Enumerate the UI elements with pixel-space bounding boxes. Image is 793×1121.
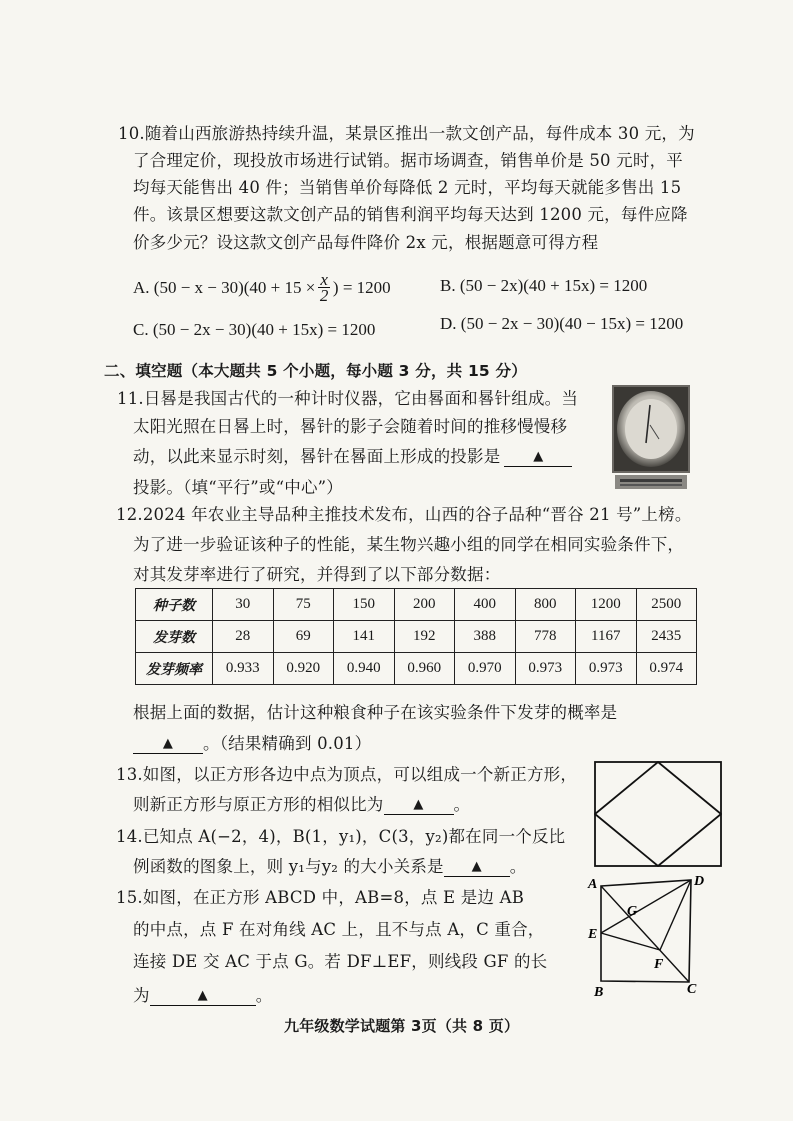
- triangle-marker-icon: ▲: [197, 988, 208, 1003]
- table-cell: 69: [273, 621, 334, 653]
- q12-answer-blank[interactable]: [133, 733, 203, 754]
- square-abcd-figure: [584, 872, 714, 998]
- label-g: G: [627, 904, 638, 919]
- label-d: D: [694, 874, 705, 889]
- q10-line-1: 10.随着山西旅游热持续升温，某景区推出一款文创产品，每件成本 30 元，为: [118, 124, 695, 143]
- q14-line-2-text: 例函数的图象上，则 y₁与y₂ 的大小关系是: [133, 857, 444, 876]
- q11-line-3-text: 动，以此来显示时刻，晷针在晷面上形成的投影是: [133, 447, 501, 466]
- label-c: C: [687, 982, 697, 997]
- table-cell: 0.970: [455, 653, 516, 685]
- table-cell: 192: [394, 621, 455, 653]
- triangle-marker-icon: ▲: [162, 736, 174, 751]
- q15-line-1: 15.如图，在正方形 ABCD 中，AB=8，点 E 是边 AB: [116, 888, 525, 907]
- table-cell: 1167: [576, 621, 637, 653]
- q15-line-3: 连接 DE 交 AC 于点 G。若 DF⊥EF，则线段 GF 的长: [133, 952, 548, 971]
- q13-answer-blank[interactable]: [384, 794, 454, 815]
- label-e: E: [588, 927, 598, 942]
- q15-line-2: 的中点，点 F 在对角线 AC 上，且不与点 A，C 重合，: [133, 920, 545, 939]
- triangle-marker-icon: ▲: [413, 797, 424, 812]
- q13-line-2-text: 则新正方形与原正方形的相似比为: [133, 795, 384, 814]
- table-cell: 0.940: [334, 653, 395, 685]
- table-cell: 2500: [636, 589, 697, 621]
- table-cell: 0.933: [213, 653, 274, 685]
- nested-squares-figure: [594, 761, 722, 867]
- table-cell: 400: [455, 589, 516, 621]
- q12-line-1: 12.2024 年农业主导品种主推技术发布，山西的谷子品种“晋谷 21 号”上榜。: [116, 505, 692, 524]
- q12-conclusion-2: [133, 733, 371, 754]
- germination-table: [135, 588, 697, 685]
- q10-line-5: 价多少元？设这款文创产品每件降价 2x 元，根据题意可得方程: [133, 233, 599, 252]
- option-a-text: A. (50 − x − 30)(40 + 15 ×: [133, 277, 316, 297]
- q13-period: 。: [453, 795, 471, 814]
- table-cell: 778: [515, 621, 576, 653]
- q14-answer-blank[interactable]: [444, 856, 510, 877]
- table-cell: 150: [334, 589, 395, 621]
- q14-line-1: 14.已知点 A(−2，4)，B(1，y₁)，C(3，y₂)都在同一个反比: [116, 827, 566, 846]
- q11-line-2: 太阳光照在日晷上时，晷针的影子会随着时间的推移慢慢移: [133, 417, 568, 436]
- label-f: F: [654, 957, 664, 972]
- q10-option-a[interactable]: [133, 272, 391, 303]
- q10-option-c[interactable]: C. (50 − 2x − 30)(40 + 15x) = 1200: [133, 320, 376, 339]
- q12-precision-note: 。（结果精确到 0.01）: [203, 734, 372, 753]
- option-a-fraction: [318, 272, 330, 303]
- q12-line-2: 为了进一步验证该种子的性能，某生物兴趣小组的同学在相同实验条件下，: [133, 535, 685, 554]
- table-row: [136, 653, 697, 685]
- q15-period: 。: [255, 986, 273, 1005]
- table-cell: 800: [515, 589, 576, 621]
- table-cell: 30: [213, 589, 274, 621]
- row-header: 发芽数: [136, 621, 213, 653]
- table-cell: 388: [455, 621, 516, 653]
- table-cell: 28: [213, 621, 274, 653]
- table-row: [136, 621, 697, 653]
- q11-line-3: [133, 446, 572, 467]
- q14-period: 。: [509, 857, 527, 876]
- table-row: [136, 589, 697, 621]
- table-cell: 0.960: [394, 653, 455, 685]
- q11-answer-blank[interactable]: [504, 446, 572, 467]
- q15-line-4-text: 为: [133, 986, 150, 1005]
- q13-line-1: 13.如图，以正方形各边中点为顶点，可以组成一个新正方形，: [116, 765, 578, 784]
- q10-line-4: 件。该景区想要这款文创产品的销售利润平均每天达到 1200 元，每件应降: [133, 205, 688, 224]
- triangle-marker-icon: ▲: [471, 859, 482, 874]
- table-cell: 200: [394, 589, 455, 621]
- option-a-tail: ) = 1200: [332, 277, 391, 297]
- fraction-denominator: 2: [319, 286, 329, 305]
- fraction-numerator: x: [320, 270, 328, 289]
- row-header: 种子数: [136, 589, 213, 621]
- q11-line-4: 投影。（填“平行”或“中心”）: [133, 478, 343, 497]
- label-a: A: [588, 877, 598, 892]
- page-footer: 九年级数学试题第 3页（共 8 页）: [284, 1017, 520, 1035]
- table-cell: 0.973: [576, 653, 637, 685]
- table-cell: 1200: [576, 589, 637, 621]
- q10-line-2: 了合理定价，现投放市场进行试销。据市场调查，销售单价是 50 元时，平: [133, 151, 683, 170]
- label-b: B: [594, 985, 604, 998]
- q10-option-b[interactable]: B. (50 − 2x)(40 + 15x) = 1200: [440, 276, 648, 295]
- table-cell: 0.974: [636, 653, 697, 685]
- section-2-title: 二、填空题（本大题共 5 个小题，每小题 3 分，共 15 分）: [104, 362, 527, 380]
- q14-line-2: [133, 856, 526, 877]
- table-cell: 0.973: [515, 653, 576, 685]
- table-cell: 2435: [636, 621, 697, 653]
- sundial-photo: [612, 385, 690, 491]
- triangle-marker-icon: ▲: [533, 449, 544, 464]
- q12-line-3: 对其发芽率进行了研究，并得到了以下部分数据：: [133, 565, 501, 584]
- q10-line-3: 均每天能售出 40 件；当销售单价每降低 2 元时，平均每天就能多售出 15: [133, 178, 682, 197]
- table-cell: 0.920: [273, 653, 334, 685]
- q15-line-4: [133, 985, 272, 1006]
- q12-conclusion: 根据上面的数据，估计这种粮食种子在该实验条件下发芽的概率是: [133, 703, 618, 722]
- q11-line-1: 11.日晷是我国古代的一种计时仪器，它由晷面和晷针组成。当: [117, 389, 579, 408]
- q13-line-2: [133, 794, 470, 815]
- table-cell: 75: [273, 589, 334, 621]
- q15-answer-blank[interactable]: [150, 985, 256, 1006]
- table-cell: 141: [334, 621, 395, 653]
- row-header: 发芽频率: [136, 653, 213, 685]
- q10-option-d[interactable]: D. (50 − 2x − 30)(40 − 15x) = 1200: [440, 314, 684, 333]
